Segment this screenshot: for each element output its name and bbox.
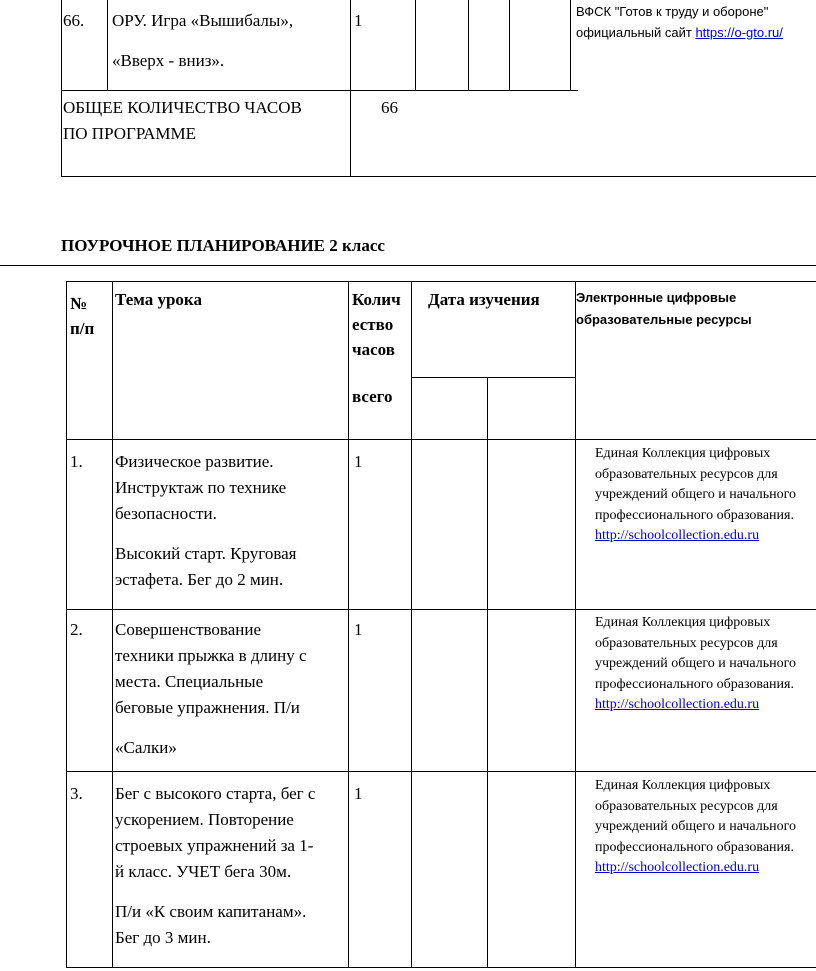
- resource-text: образовательных ресурсов для: [595, 466, 778, 482]
- lesson-topic-line: «Вверх - вниз».: [112, 51, 225, 70]
- table-bottom-border: [61, 176, 816, 177]
- header-number: №: [70, 294, 88, 313]
- lesson-topic-line: строевых упражнений за 1-: [115, 836, 314, 855]
- header-hours: ество: [352, 315, 394, 334]
- lesson-topic-line: безопасности.: [115, 504, 217, 523]
- row-number: 1.: [70, 452, 83, 471]
- resource-link[interactable]: http://schoolcollection.edu.ru: [595, 860, 760, 875]
- col-divider: [107, 0, 108, 90]
- resource-link[interactable]: https://o-gto.ru/: [695, 25, 783, 40]
- lesson-topic-line: П/и «К своим капитанам».: [115, 902, 307, 921]
- resource-block: [595, 776, 796, 879]
- col-divider: [415, 0, 416, 90]
- lesson-topic-line: Бег до 3 мин.: [115, 928, 211, 947]
- resource-text: Единая Коллекция цифровых: [595, 446, 771, 461]
- resource-text: профессионального образования.: [595, 839, 794, 855]
- lesson-topic-line: ускорением. Повторение: [115, 810, 294, 829]
- col-divider: [509, 0, 510, 90]
- lesson-topic-line: эстафета. Бег до 2 мин.: [115, 570, 284, 589]
- header-bottom-border: [66, 439, 816, 440]
- resource-text: образовательных ресурсов для: [595, 635, 778, 651]
- resource-text: учреждений общего и начального: [595, 656, 797, 671]
- lesson-topic-line: Бег с высокого старта, бег с: [115, 784, 316, 803]
- total-hours-value: 66: [381, 98, 398, 117]
- resource-text: учреждений общего и начального: [595, 487, 797, 502]
- total-label-line: ОБЩЕЕ КОЛИЧЕСТВО ЧАСОВ: [63, 98, 302, 117]
- lesson-topic-line: Совершенствование: [115, 620, 262, 639]
- lesson-topic-line: «Салки»: [115, 738, 177, 757]
- table-left-border: [66, 281, 67, 968]
- resource-text: официальный сайт: [576, 25, 692, 40]
- resource-link[interactable]: http://schoolcollection.edu.ru: [595, 697, 760, 712]
- row-number: 2.: [70, 620, 83, 639]
- lesson-topic-line: беговые упражнения. П/и: [115, 698, 300, 717]
- total-label-line: ПО ПРОГРАММЕ: [63, 124, 197, 143]
- row-number: 3.: [70, 784, 83, 803]
- resource-block: [595, 444, 796, 547]
- col-divider: [487, 377, 488, 968]
- header-resources: Электронные цифровые: [576, 290, 737, 305]
- col-divider: [468, 0, 469, 90]
- hours-value: 1: [354, 784, 363, 803]
- col-divider: [575, 281, 576, 968]
- header-hours-total: всего: [352, 387, 393, 406]
- resource-text: профессионального образования.: [595, 676, 794, 692]
- lesson-topic-line: техники прыжка в длину с: [115, 646, 307, 665]
- resource-block: [595, 613, 796, 716]
- resource-text: профессионального образования.: [595, 507, 794, 523]
- lesson-topic-line: й класс. УЧЕТ бега 30м.: [115, 862, 292, 881]
- header-date: Дата изучения: [428, 290, 540, 309]
- row-number: 66.: [63, 11, 85, 30]
- header-resources: образовательные ресурсы: [576, 312, 752, 327]
- section-title: ПОУРОЧНОЕ ПЛАНИРОВАНИЕ 2 класс: [61, 236, 385, 255]
- hours-value: 1: [354, 620, 363, 639]
- col-divider: [112, 281, 113, 968]
- col-divider: [570, 0, 571, 90]
- table-top-border: [66, 281, 816, 282]
- table-left-border: [61, 0, 62, 177]
- lesson-topic-line: места. Специальные: [115, 672, 264, 691]
- lesson-topic-line: Инструктаж по технике: [115, 478, 287, 497]
- col-divider: [411, 281, 412, 968]
- resource-text: учреждений общего и начального: [595, 819, 797, 834]
- header-topic: Тема урока: [115, 290, 202, 309]
- row-divider: [66, 771, 816, 772]
- col-divider: [350, 0, 351, 177]
- hours-value: 1: [354, 452, 363, 471]
- lesson-topic-line: Высокий старт. Круговая: [115, 544, 297, 563]
- row-divider: [61, 90, 578, 91]
- section-divider: [0, 265, 816, 266]
- resource-link[interactable]: http://schoolcollection.edu.ru: [595, 528, 760, 543]
- resource-text-line: [576, 23, 783, 42]
- row-divider: [66, 609, 816, 610]
- hours-value: 1: [354, 11, 363, 30]
- resource-text: образовательных ресурсов для: [595, 798, 778, 814]
- col-divider: [348, 281, 349, 968]
- lesson-topic-line: ОРУ. Игра «Вышибалы»,: [112, 11, 294, 30]
- lesson-topic-line: Физическое развитие.: [115, 452, 274, 471]
- header-number: п/п: [70, 319, 95, 338]
- header-hours: Колич: [352, 290, 401, 309]
- resource-text: ВФСК "Готов к труду и обороне": [576, 4, 769, 19]
- resource-text: Единая Коллекция цифровых: [595, 778, 771, 793]
- resource-text: Единая Коллекция цифровых: [595, 615, 771, 630]
- table-bottom-border: [66, 967, 816, 968]
- header-hours: часов: [352, 340, 395, 359]
- header-sub-divider: [411, 377, 575, 378]
